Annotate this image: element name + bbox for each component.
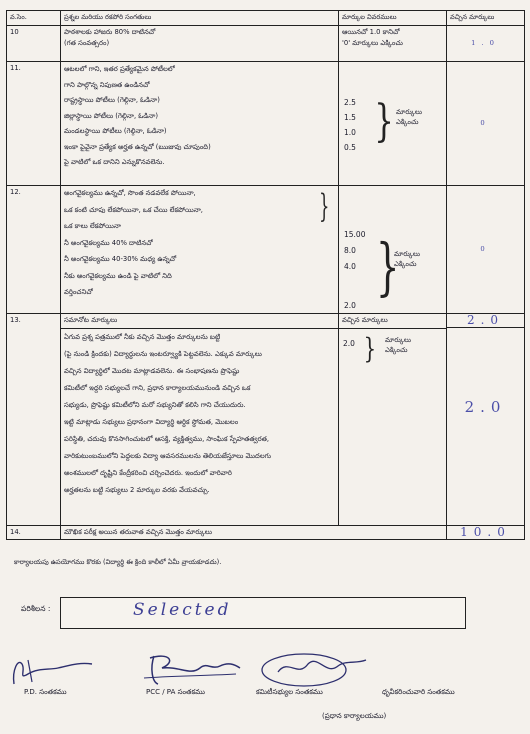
description-line: రాష్ట్రస్థాయి పోటీలు (గెల్గినా, ఓడినా)	[64, 96, 160, 104]
description-line: (పై నుండి క్రిందకు) విద్యార్థులను ఇంటర్వ్యూకి పెట్టవలెను. ఎక్కువ మార్కులు	[64, 350, 262, 358]
description-line: పై వాటిలో ఒక దానిని ఎన్నుకొనవలెను.	[64, 158, 165, 166]
description-line: గాని పాల్గొన్న నిపుణత ఉండినచో	[64, 80, 150, 89]
description-line: కమిటీలో ఇద్దరి సభ్యులచే గాని, ప్రధాన కార్యాలయమునుండి వచ్చిన ఒక	[64, 384, 251, 392]
description-line: మండలస్థాయి పోటీలు (గెల్గినా, ఓడినా)	[64, 127, 167, 135]
marks-value: 1.5	[344, 113, 356, 122]
row-marks	[339, 186, 447, 314]
table-row	[7, 62, 525, 186]
member-signature-label: కమిటీసభ్యుల సంతకము	[256, 688, 323, 696]
row-marks	[339, 26, 447, 62]
marks-value: 1.0	[344, 128, 356, 137]
brace-icon: }	[363, 332, 377, 365]
description-line: ఒక కంటి చూపు లేకపోయినా, ఒక చేయి లేకపోయినా,	[64, 205, 203, 214]
awarded-marks-top: 2.0	[447, 314, 524, 328]
marks-header: వచ్చిన మార్కులు	[339, 314, 446, 329]
description-line: ఇట్టి మాట్లాడు సభ్యులు ప్రధానంగా విద్యార్థి ఆర్థిక స్థోమత, మొబలం	[64, 418, 239, 426]
marks-side-label: ఎక్కించు	[385, 346, 408, 354]
row-number: 12.	[7, 186, 61, 314]
row-marks	[339, 62, 447, 186]
col-header-description: ప్రశ్నల మరియు రకపోరి సంగతులు	[61, 11, 339, 26]
row-number: 10	[7, 26, 61, 62]
awarded-marks-total: 10.0	[447, 526, 525, 540]
office-use-note: కార్యాలయపు ఉపయోగము కొరకు (విద్యార్థి ఈ క్రింది కాలీలో ఏమీ వ్రాయకూడదు).	[14, 558, 222, 566]
awarded-marks: 2.0	[464, 398, 507, 416]
marks-table	[6, 10, 525, 540]
description-line: అర్హతలను బట్టి సభ్యులు 2 మార్కుల వరకు వేయవచ్చు.	[64, 486, 210, 494]
row-description	[61, 186, 339, 314]
marks-value: 2.5	[344, 98, 356, 107]
description-line: వచ్చిన విద్యార్థిలో మొదట మాట్లాడవలెను. ఈ సంభాషణను ప్రొఫెష్టు	[64, 367, 240, 375]
brace-icon: }	[374, 96, 394, 147]
pcc-signature	[140, 648, 250, 690]
pcc-signature-label: PCC / PA సంతకము	[146, 688, 205, 696]
marks-side-label: ఎక్కించు	[394, 260, 417, 268]
row-description	[61, 526, 339, 540]
description-line: జిల్లాస్థాయి పోటీలు (గెల్గినా, ఓడినా)	[64, 111, 158, 120]
awarded-marks: 0	[447, 62, 525, 186]
row-number: 11.	[7, 62, 61, 186]
description-line: అంశములలో దృష్టిని కేంద్రీకరించి చర్చించెదరు. ఇందులో వారివారి	[64, 469, 232, 477]
description-line: వర్తించనిచో	[64, 288, 93, 296]
marks-value: 15.00	[344, 230, 366, 239]
marks-line: '0' మార్కులు ఎక్కించు	[342, 38, 403, 47]
row-number: 13.	[7, 314, 61, 526]
marks-value: 0.5	[344, 143, 356, 152]
marks-value: 8.0	[344, 246, 356, 255]
description-line: పాఠశాలకు హాజరు 80% దాటినచో	[64, 28, 156, 36]
pd-signature	[8, 650, 108, 690]
table-row	[7, 26, 525, 62]
marks-side-label: ఎక్కించు	[396, 118, 419, 126]
description-line: ఒక కాలు లేకపోయినా	[64, 222, 121, 230]
description-line: అంగవైకల్యము ఉన్నచో, సొంత నడవలేక పోయినా,	[64, 189, 196, 197]
description-line: ఇంకా పైవైనా ప్రత్యేక అర్హత ఉన్నచో (ఋజువు చూపుంది)	[64, 142, 211, 151]
description-line: నీకు అంగవైకల్యము ఉండి పై వాటిలో నిది	[64, 271, 172, 280]
description-line: (గత సంవత్సరం)	[64, 38, 110, 47]
description-line: ఏగువ ప్రశ్న పత్రములో నీకు వచ్చిన మొత్తం మార్కులను బట్టి	[64, 333, 221, 341]
table-row	[7, 314, 525, 526]
description-line: వారికుటుంబములోని పెద్దలకు విద్యా ఆవసరములను తెలియజేస్తూలు మొదలగు	[64, 452, 271, 460]
row-description	[61, 26, 339, 62]
description-line: నీ అంగవైకల్యము 40-30% మధ్య ఉన్నచో	[64, 255, 177, 263]
row-marks	[339, 314, 447, 526]
marks-value: 2.0	[343, 339, 355, 348]
verification-signature: Selected	[133, 600, 232, 620]
brace-icon: }	[319, 187, 330, 225]
table-row	[7, 526, 525, 540]
row-number: 14.	[7, 526, 61, 540]
table-header-row	[7, 11, 525, 26]
row-description	[61, 314, 339, 526]
verification-label: పరిశీలన :	[21, 604, 51, 613]
description-line: పరిస్థితి, చదువు కొనసాగించుటలో ఆసక్తి, వ్యక్తిత్వము, సాంఘిక స్పేహతత్వరత,	[64, 435, 270, 443]
row-description	[61, 62, 339, 186]
marks-value: 2.0	[344, 301, 356, 310]
pd-signature-label: P.D. సంతకము	[24, 688, 67, 696]
marks-side-label: మార్కులు	[385, 336, 412, 344]
marks-side-label: మార్కులు	[394, 250, 421, 258]
table-row	[7, 186, 525, 314]
description-line: ఆటలలో గాని, ఇతర ప్రత్యేకమైన పోటీలలో	[64, 65, 175, 73]
verifier-signature-label: ధృవీకరించువారి సంతకము	[382, 688, 455, 696]
col-header-marks: మార్కుల వివరములు	[339, 11, 447, 26]
marks-side-label: మార్కులు	[396, 108, 423, 116]
head-office-label: (ప్రధాన కార్యాలయము)	[322, 712, 387, 720]
verification-field[interactable]	[60, 597, 466, 629]
awarded-cell	[447, 314, 525, 526]
marks-line: ఆయినచో 1.0 కానిచో	[342, 28, 400, 36]
brace-icon: }	[375, 230, 400, 303]
description-line: సమానోట మార్కులు	[61, 314, 338, 329]
col-header-sno: వ.సెం.	[7, 11, 61, 26]
row-marks	[339, 526, 447, 540]
description-line: సభ్యుడు, ప్రొఫెష్టు కమిటీలోని మరో సభ్యునితో కలిసి గాని చేయుదురు.	[64, 401, 246, 409]
marks-value: 4.0	[344, 262, 356, 271]
awarded-marks: 0	[447, 186, 525, 314]
description-line: నీ అంగవైకల్యము 40% దాటినచో	[64, 238, 153, 247]
awarded-marks: 1.0	[447, 26, 525, 62]
description-line: మౌఖిక పరీక్ష అయిన తరువాత వచ్చిన మొత్తం మార్కులు	[64, 528, 212, 536]
col-header-awarded: వచ్చిన మార్కులు	[447, 11, 525, 26]
member-signature	[258, 648, 370, 692]
